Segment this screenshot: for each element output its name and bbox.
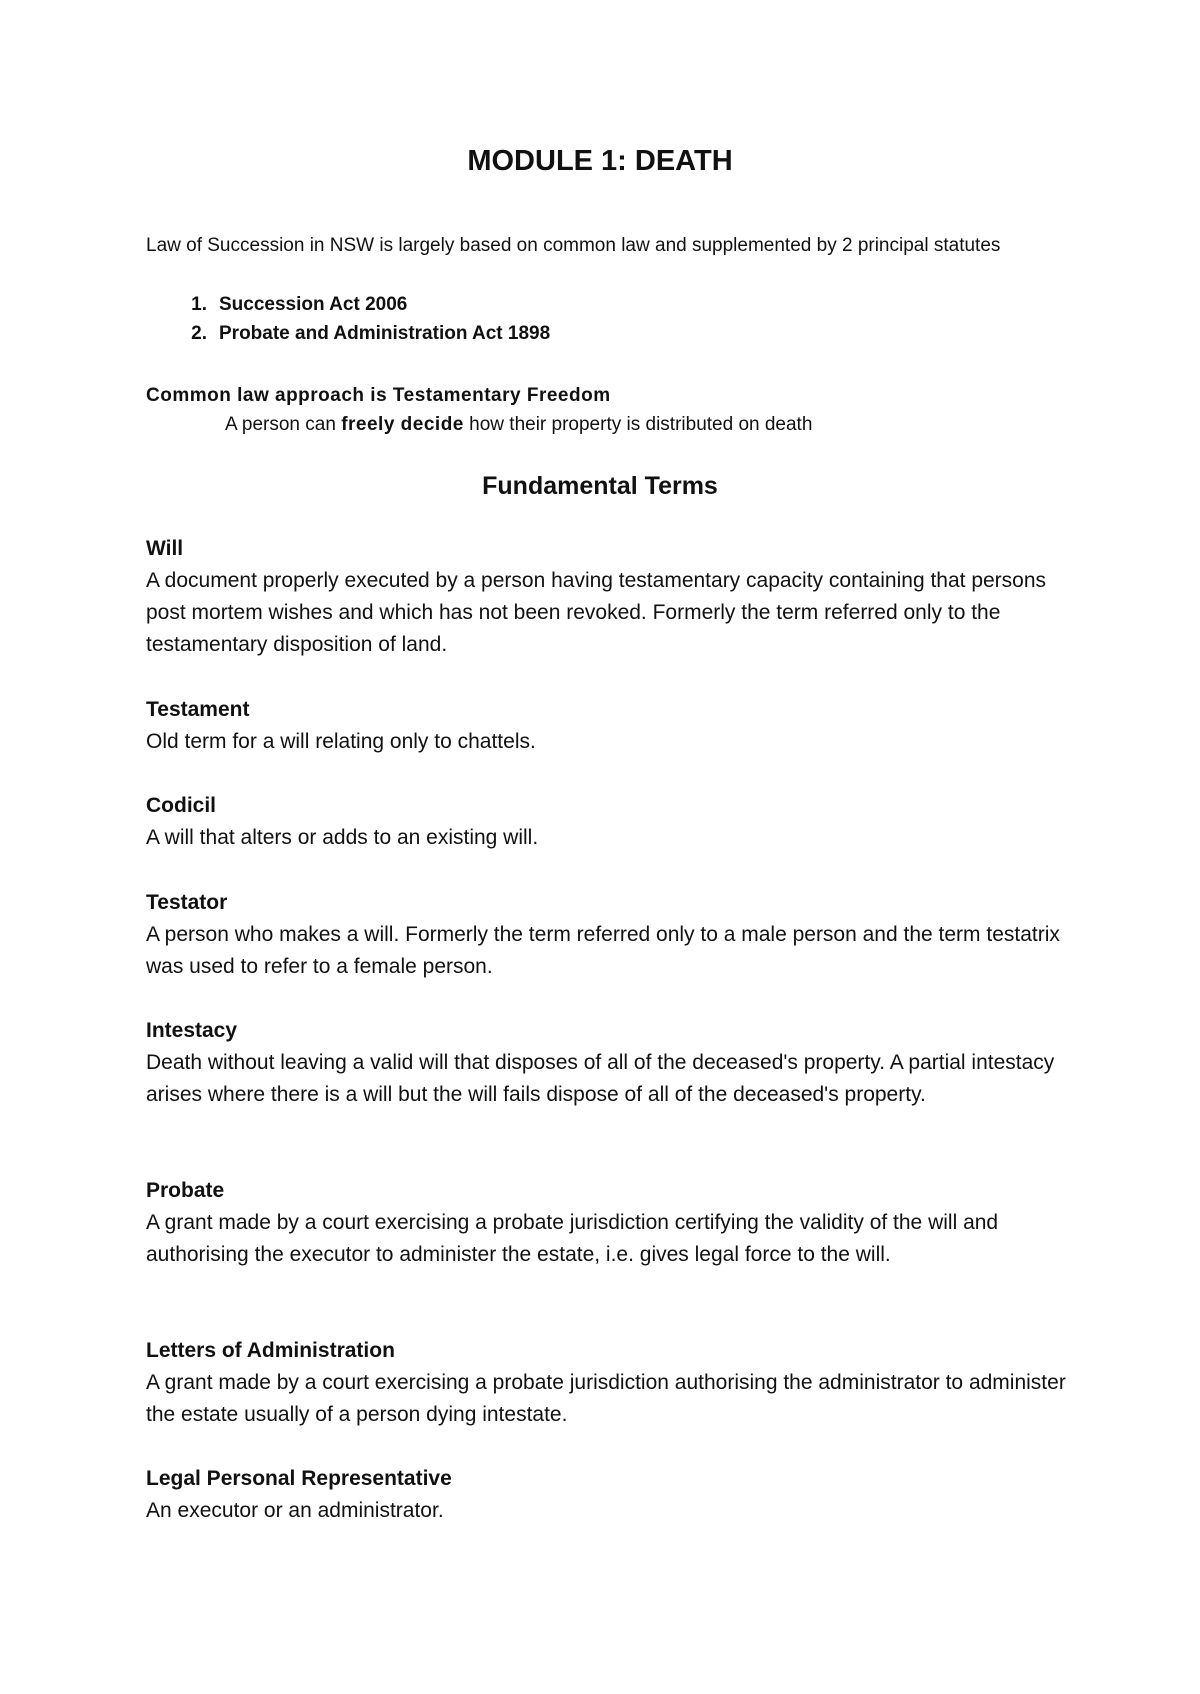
desc-text: A person can <box>225 414 342 435</box>
term-definition: A grant made by a court exercising a probate jurisdiction certifying the validity of the will and authorising the executor to administer the estate, i.e. gives legal force to the will. <box>146 1211 999 1266</box>
term-heading: Will <box>146 537 184 560</box>
term-heading: Codicil <box>146 794 217 817</box>
term-legal-personal-representative <box>146 1463 1066 1527</box>
common-law-heading: Common law approach is Testamentary Freedom <box>146 385 611 406</box>
term-codicil <box>146 790 1066 854</box>
list-item <box>146 319 550 348</box>
term-heading: Legal Personal Representative <box>146 1467 452 1490</box>
list-item <box>146 290 550 319</box>
term-definition: Old term for a will relating only to chattels. <box>146 730 536 753</box>
term-definition: A will that alters or adds to an existing will. <box>146 826 539 849</box>
term-will <box>146 533 1066 661</box>
term-heading: Letters of Administration <box>146 1339 395 1362</box>
list-number: 2. <box>191 323 207 344</box>
term-letters-of-administration <box>146 1335 1066 1431</box>
term-definition: A document properly executed by a person having testamentary capacity containing that persons post mortem wishes and which has not been revoked. Formerly the term referred only to the testamentary disposition of land. <box>146 569 1047 656</box>
term-testament <box>146 694 1066 758</box>
term-heading: Testator <box>146 891 228 914</box>
term-definition: An executor or an administrator. <box>146 1499 444 1522</box>
term-intestacy <box>146 1015 1066 1111</box>
term-heading: Probate <box>146 1179 225 1202</box>
term-heading: Intestacy <box>146 1019 238 1042</box>
term-testator <box>146 887 1066 983</box>
desc-emphasis: freely decide <box>341 414 464 435</box>
document-title: MODULE 1: DEATH <box>467 145 733 177</box>
term-definition: A grant made by a court exercising a probate jurisdiction authorising the administrator to administer the estate usually of a person dying intestate. <box>146 1371 1066 1426</box>
term-definition: Death without leaving a valid will that disposes of all of the deceased's property. A partial intestacy arises where there is a will but the will fails dispose of all of the deceased's property. <box>146 1051 1055 1106</box>
statute-name: Succession Act 2006 <box>219 294 408 315</box>
statutes-list <box>146 290 550 348</box>
section-title: Fundamental Terms <box>482 472 718 500</box>
intro-paragraph: Law of Succession in NSW is largely based on common law and supplemented by 2 principal statutes <box>146 235 1001 256</box>
desc-text: how their property is distributed on death <box>463 414 813 435</box>
common-law-description <box>225 410 812 439</box>
term-heading: Testament <box>146 698 250 721</box>
term-definition: A person who makes a will. Formerly the term referred only to a male person and the term testatrix was used to refer to a female person. <box>146 923 1060 978</box>
statute-name: Probate and Administration Act 1898 <box>219 323 551 344</box>
term-probate <box>146 1175 1066 1271</box>
list-number: 1. <box>191 294 207 315</box>
